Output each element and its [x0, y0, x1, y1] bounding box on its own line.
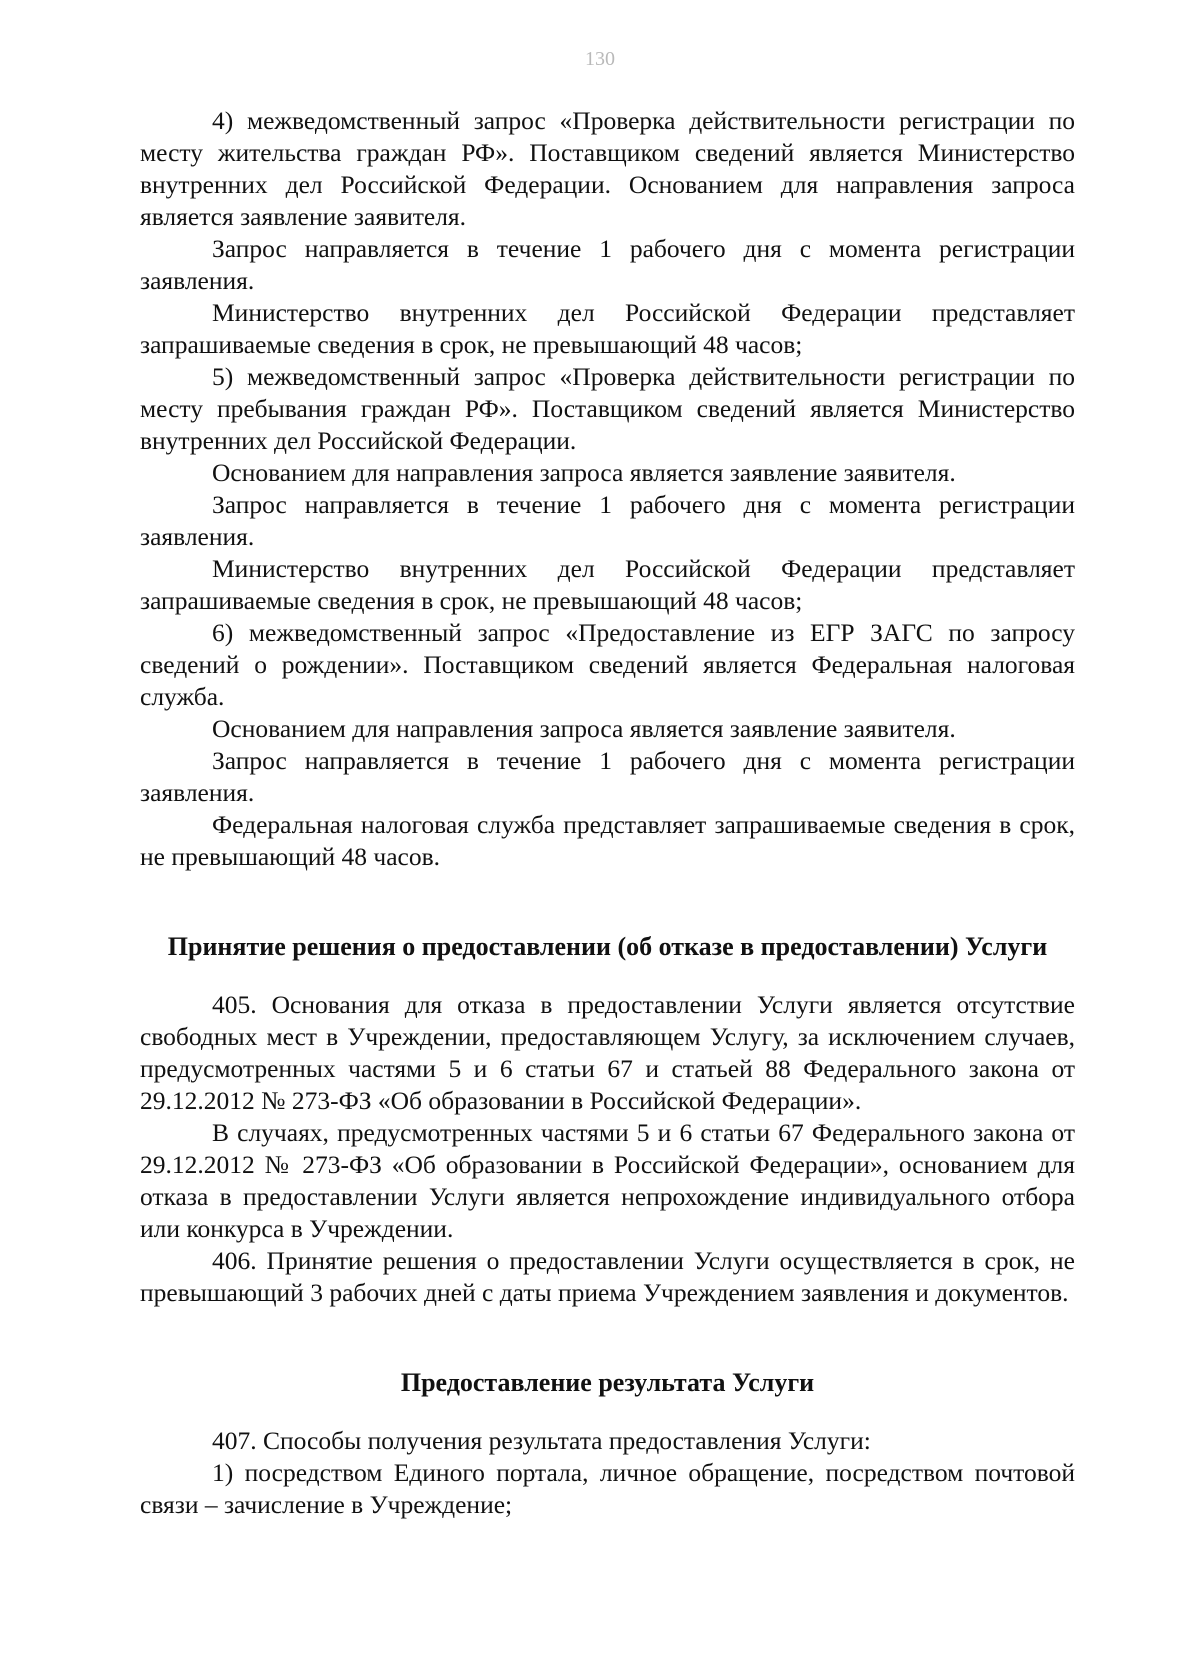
paragraph: 1) посредством Единого портала, личное обращение, посредством почтовой связи – зачисление в Учреждение; — [140, 1458, 1075, 1519]
paragraph: 407. Способы получения результата предоставления Услуги: — [212, 1426, 871, 1455]
paragraph: Запрос направляется в течение 1 рабочего дня с момента регистрации заявления. — [140, 746, 1075, 807]
paragraph: Основанием для направления запроса является заявление заявителя. — [212, 458, 956, 487]
paragraph: 406. Принятие решения о предоставлении Услуги осуществляется в срок, не превышающий 3 рабочих дней с даты приема Учреждением заявления и документов. — [140, 1246, 1075, 1307]
paragraph: Министерство внутренних дел Российской Федерации представляет запрашиваемые сведения в срок, не превышающий 48 часов; — [140, 298, 1075, 359]
paragraph: 5) межведомственный запрос «Проверка действительности регистрации по месту пребывания граждан РФ». Поставщиком сведений является Министерство внутренних дел Российской Федерации. — [140, 362, 1075, 455]
section-heading-decision: Принятие решения о предоставлении (об отказе в предоставлении) Услуги — [167, 932, 1048, 961]
paragraph: Запрос направляется в течение 1 рабочего дня с момента регистрации заявления. — [140, 234, 1075, 295]
paragraph: Запрос направляется в течение 1 рабочего дня с момента регистрации заявления. — [140, 490, 1075, 551]
paragraph: Федеральная налоговая служба представляет запрашиваемые сведения в срок, не превышающий 48 часов. — [140, 810, 1075, 871]
paragraph: 4) межведомственный запрос «Проверка действительности регистрации по месту жительства граждан РФ». Поставщиком сведений является Министерство внутренних дел Российской Федерации. Основанием для направления запроса является заявление заявителя. — [140, 106, 1075, 231]
document-body — [140, 105, 1075, 1521]
paragraph: 6) межведомственный запрос «Предоставление из ЕГР ЗАГС по запросу сведений о рождении». Поставщиком сведений является Федеральная налоговая служба. — [140, 618, 1075, 711]
paragraph: 405. Основания для отказа в предоставлении Услуги является отсутствие свободных мест в Учреждении, предоставляющем Услугу, за исключением случаев, предусмотренных частями 5 и 6 статьи 67 и статьей 88 Федерального закона от 29.12.2012 № 273-ФЗ «Об образовании в Российской Федерации». — [140, 990, 1075, 1115]
page-number: 130 — [585, 48, 615, 70]
paragraph: Основанием для направления запроса является заявление заявителя. — [212, 714, 956, 743]
paragraph: Министерство внутренних дел Российской Федерации представляет запрашиваемые сведения в срок, не превышающий 48 часов; — [140, 554, 1075, 615]
paragraph: В случаях, предусмотренных частями 5 и 6 статьи 67 Федерального закона от 29.12.2012 № 273-ФЗ «Об образовании в Российской Федерации», основанием для отказа в предоставлении Услуги является непрохождение индивидуального отбора или конкурса в Учреждении. — [140, 1118, 1075, 1243]
section-heading-result: Предоставление результата Услуги — [400, 1368, 815, 1397]
